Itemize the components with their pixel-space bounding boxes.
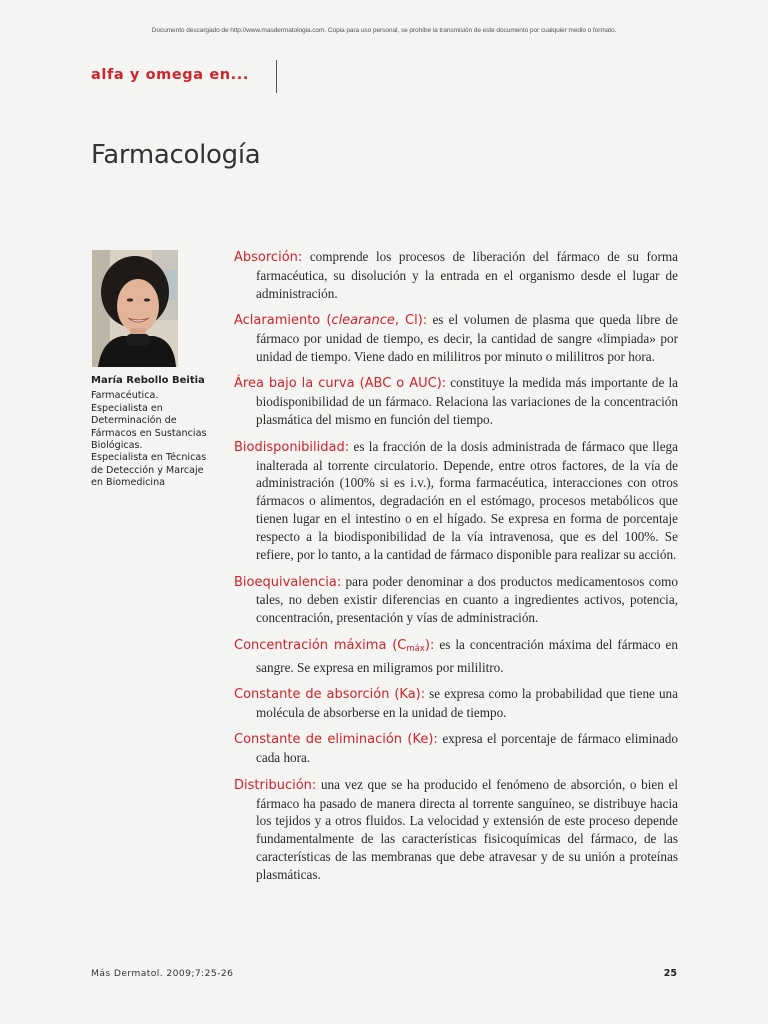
glossary-entry-biodisponibilidad xyxy=(234,438,678,564)
glossary-definition: es la concentración máxima del fármaco en sangre. Se expresa en miligramos por mililitro. xyxy=(256,636,679,675)
glossary-definition: una vez que se ha producido el fenómeno de absorción, o bien el fármaco ha pasado de manera directa al torrente sanguíneo, se distribuye hacia los tejidos y a otros fluidos. La velocidad y extensión de este proceso depende fundamentalmente de las características fisicoquímicas del fármaco, de las características de las membranas que debe atravesar y de su unión a proteínas plasmáticas. xyxy=(256,776,679,883)
author-credential-line: Determinación de xyxy=(91,415,177,427)
glossary-term: Bioequivalencia: xyxy=(234,574,342,590)
author-info xyxy=(91,375,221,490)
author-portrait-image xyxy=(92,250,178,367)
glossary-definition: expresa el porcentaje de fármaco eliminado cada hora. xyxy=(256,731,678,766)
glossary-definition: es la fracción de la dosis administrada de fármaco que llega inalterada al torrente circulatorio. Depende, entre otros factores, de la vía de administración (100% si es i.v.), forma farmacéutica, interacciones con otros fármacos o alimentos, degradación en el estómago, procesos metabólicos que tienen lugar en el intestino o en el hígado. Se expresa en forma de porcentaje respecto a la biodisponibilidad de la vía intravenosa, que es del 100%. Se refiere, por lo tanto, a la cantidad de fármaco disponible para realizar su acción. xyxy=(256,438,679,563)
author-credential-line: en Biomedicina xyxy=(91,477,166,489)
section-label: alfa y omega en... xyxy=(91,67,249,83)
author-credential-line: Especialista en Técnicas xyxy=(91,452,207,464)
page-number: 25 xyxy=(663,968,677,979)
glossary-definition: comprende los procesos de liberación del fármaco de su forma farmacéutica, su disolución y la entrada en el organismo desde el lugar de administración. xyxy=(256,249,678,301)
glossary-list xyxy=(234,248,678,893)
glossary-term: Distribución: xyxy=(234,777,317,793)
download-notice: Documento descargado de http://www.masdermatologia.com. Copia para uso personal, se prohíbe la transmisión de este documento por cualquier medio o formato. xyxy=(151,27,617,34)
author-credential-line: Farmacéutica. xyxy=(91,390,159,402)
glossary-definition: es el volumen de plasma que queda libre de fármaco por unidad de tiempo, es decir, la cantidad de sangre «limpiada» por unidad de tiempo. Viene dado en mililitros por minuto o mililitros por hora. xyxy=(256,312,679,365)
glossary-term: Constante de eliminación (Ke): xyxy=(234,732,438,748)
author-name: María Rebollo Beitia xyxy=(91,375,205,386)
glossary-term-part: ): xyxy=(424,637,435,653)
glossary-entry-constante-eliminacion xyxy=(234,730,678,767)
author-credential-line: Especialista en xyxy=(91,402,163,414)
glossary-term: Absorción: xyxy=(234,250,303,265)
glossary-term-subscript: máx xyxy=(406,643,425,654)
page-title: Farmacología xyxy=(91,140,261,170)
author-credential-line: Fármacos en Sustancias xyxy=(91,427,207,439)
section-divider xyxy=(276,60,277,93)
glossary-definition: se expresa como la probabilidad que tiene una molécula de absorberse en la unidad de tiempo. xyxy=(256,686,678,720)
journal-citation: Más Dermatol. 2009;7:25-26 xyxy=(91,968,234,979)
glossary-term-part: Concentración máxima (C xyxy=(234,637,407,653)
glossary-entry-area-bajo-curva xyxy=(234,374,678,429)
glossary-definition: para poder denominar a dos productos medicamentosos como tales, no deben existir diferencias en cuanto a ingredientes activos, potencia, concentración, presentación y vías de administración. xyxy=(256,573,678,626)
glossary-term: Biodisponibilidad: xyxy=(234,439,350,455)
glossary-term: Constante de absorción (Ka): xyxy=(234,687,426,703)
author-credential-line: Biológicas. xyxy=(91,440,143,452)
glossary-definition: constituye la medida más importante de la biodisponibilidad de un fármaco. Relaciona las variaciones de la concentración plasmática del mismo en función del tiempo. xyxy=(256,375,679,428)
glossary-entry-absorcion xyxy=(234,248,678,303)
glossary-entry-constante-absorcion xyxy=(234,685,678,722)
author-photo xyxy=(92,250,178,367)
glossary-term-part: , Cl): xyxy=(394,313,428,329)
glossary-entry-concentracion-maxima xyxy=(234,636,678,677)
glossary-term: Área bajo la curva (ABC o AUC): xyxy=(234,376,447,392)
glossary-term-italic: clearance xyxy=(331,313,395,329)
glossary-term-part: Aclaramiento ( xyxy=(234,313,332,329)
glossary-entry-aclaramiento xyxy=(234,311,678,366)
glossary-entry-distribucion xyxy=(234,776,678,884)
author-credential-line: de Detección y Marcaje xyxy=(91,464,204,476)
glossary-term xyxy=(234,313,427,328)
glossary-term xyxy=(234,638,434,653)
glossary-entry-bioequivalencia xyxy=(234,573,678,628)
